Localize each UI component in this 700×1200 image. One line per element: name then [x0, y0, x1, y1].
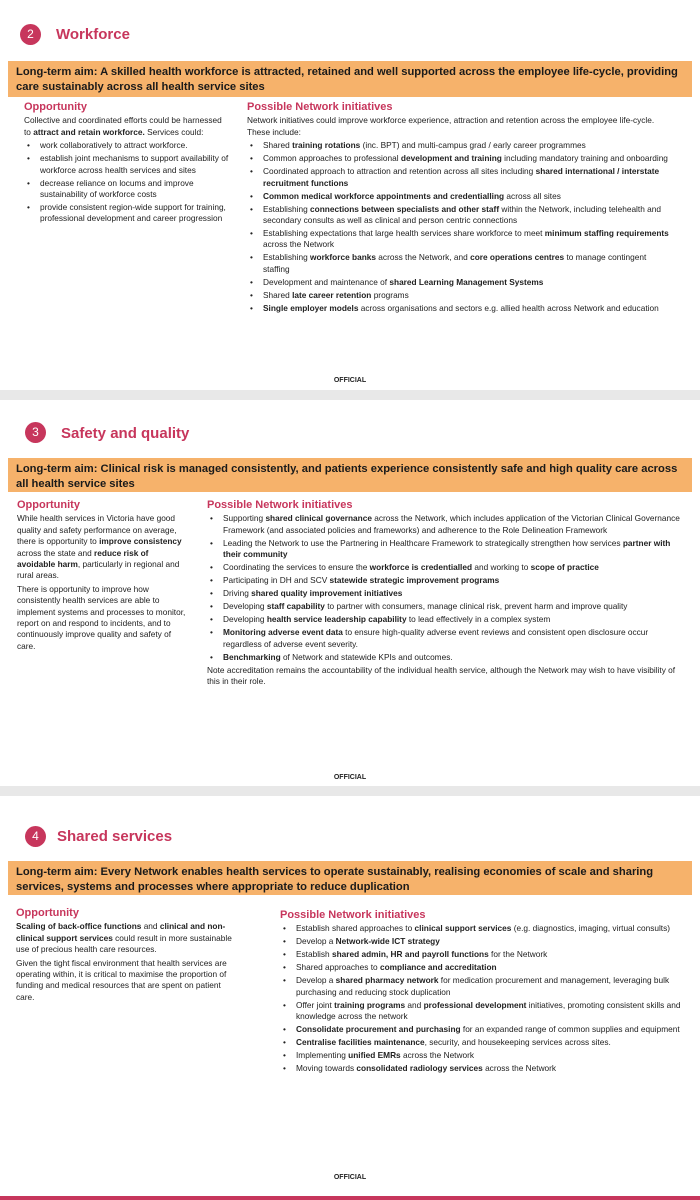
- section-workforce: [0, 0, 700, 390]
- section-title: Shared services: [57, 828, 173, 845]
- section-shared-services: [0, 796, 700, 1200]
- initiatives-list: • Establish shared approaches to clinical support services (e.g. diagnostics, imaging, virtual consults) • Develop a Network-wide ICT strategy • Establish shared admin, HR and payroll functions for the Network • Shared approaches to compliance and accreditation • Develop a shared pharmacy network for medication procurement and management, leveraging bulk purchasing and reducing stock duplication • Offer joint training programs and professional development initiatives, promoting consistent skills and knowledge across the network • Consolidate procurement and purchasing for an expanded range of common supplies and equipment • Centralise facilities maintenance, security, and housekeeping services across sites. • Implementing unified EMRs across the Network • Moving towards consolidated radiology services across the Network: [280, 923, 682, 1074]
- opportunity-heading: Opportunity: [16, 907, 79, 919]
- opportunity-column: [24, 102, 230, 226]
- initiatives-list: Network initiatives could improve workforce experience, attraction and retention across the employee life-cycle. These include: • Shared training rotations (inc. BPT) and multi-campus grad / early career programmes • Common approaches to professional development and training including mandatory training and onboarding • Coordinated approach to attraction and retention across all sites including shared international / interstate recruitment functions • Common medical workforce appointments and credentialling across all sites • Establishing connections between specialists and other staff within the Network, including telehealth and secondary consults as well as clinical and person centric connections • Establishing expectations that large health services share workforce to meet minimum staffing requirements across the Network • Establishing workforce banks across the Network, and core operations centres to manage contingent staffing • Development and maintenance of shared Learning Management Systems • Shared late career retention programs • Single employer models across organisations and sectors e.g. allied health across Network and education: [247, 115, 675, 314]
- opportunity-text: Collective and coordinated efforts could be harnessed to attract and retain workforce. Services could: • work collaboratively to attract workforce. • establish joint mechanisms to support availability of workforce across health services and sites • decrease reliance on locums and improve sustainability of workforce costs • provide consistent region-wide support for training, professional development and career progression: [24, 115, 230, 224]
- opportunity-text: While health services in Victoria have good quality and safety performance on average, there is opportunity to improve consistency across the state and reduce risk of avoidable harm, particularly in regional and rural areas. There is opportunity to improve how consistently health services are able to implement systems and processes to monitor, report on and respond to incidents, and to continuously improve quality and safety of care.: [17, 513, 186, 651]
- initiatives-heading: Possible Network initiatives: [207, 499, 353, 511]
- opportunity-heading: Opportunity: [24, 101, 87, 113]
- section-title: Workforce: [56, 26, 130, 43]
- section-number-badge: 2: [20, 24, 41, 45]
- long-term-aim-banner: Long-term aim: A skilled health workforce is attracted, retained and well supported across the employee life-cycle, providing care sustainably across all health service sites: [8, 61, 692, 97]
- bottom-accent-bar: [0, 1196, 700, 1200]
- section-title: Safety and quality: [61, 425, 190, 442]
- initiatives-list: • Supporting shared clinical governance across the Network, which includes application of the Victorian Clinical Governance Framework (and associated policies and frameworks) and adherence to the Role Delineation Framework • Leading the Network to use the Partnering in Healthcare Framework to strategically strengthen how services partner with their community • Coordinating the services to ensure the workforce is credentialled and working to scope of practice • Participating in DH and SCV statewide strategic improvement programs • Driving shared quality improvement initiatives • Developing staff capability to partner with consumers, manage clinical risk, prevent harm and improve quality • Developing health service leadership capability to lead effectively in a complex system • Monitoring adverse event data to ensure high-quality adverse event reviews and consistent open disclosure occur regardless of adverse event severity. • Benchmarking of Network and statewide KPIs and outcomes. Note accreditation remains the accountability of the individual health service, although the Network may wish to have visibility of this in their role.: [207, 513, 685, 687]
- section-number-badge: 3: [25, 422, 46, 443]
- initiatives-column: [280, 910, 682, 1076]
- initiatives-heading: Possible Network initiatives: [280, 909, 426, 921]
- initiatives-column: [207, 500, 685, 689]
- opportunity-column: [16, 908, 234, 1005]
- classification-footer: OFFICIAL: [333, 377, 367, 384]
- initiatives-column: [247, 102, 675, 316]
- long-term-aim-banner: Long-term aim: Clinical risk is managed consistently, and patients experience consistently safe and high quality care across all health service sites: [8, 458, 692, 492]
- section-divider: [0, 390, 700, 400]
- section-divider: [0, 786, 700, 796]
- opportunity-heading: Opportunity: [17, 499, 80, 511]
- opportunity-text: Scaling of back-office functions and clinical and non-clinical support services could result in more sustainable use of precious health care resources. Given the tight fiscal environment that health services are operating within, it is critical to maximise the proportion of funding and medical resources that are spent on patient care.: [16, 921, 232, 1002]
- initiatives-heading: Possible Network initiatives: [247, 101, 393, 113]
- section-safety-quality: [0, 400, 700, 786]
- opportunity-column: [17, 500, 189, 654]
- classification-footer: OFFICIAL: [333, 1174, 367, 1181]
- classification-footer: OFFICIAL: [333, 774, 367, 781]
- section-number-badge: 4: [25, 826, 46, 847]
- long-term-aim-banner: Long-term aim: Every Network enables health services to operate sustainably, realising economies of scale and sharing services, systems and processes where appropriate to reduce duplication: [8, 861, 692, 895]
